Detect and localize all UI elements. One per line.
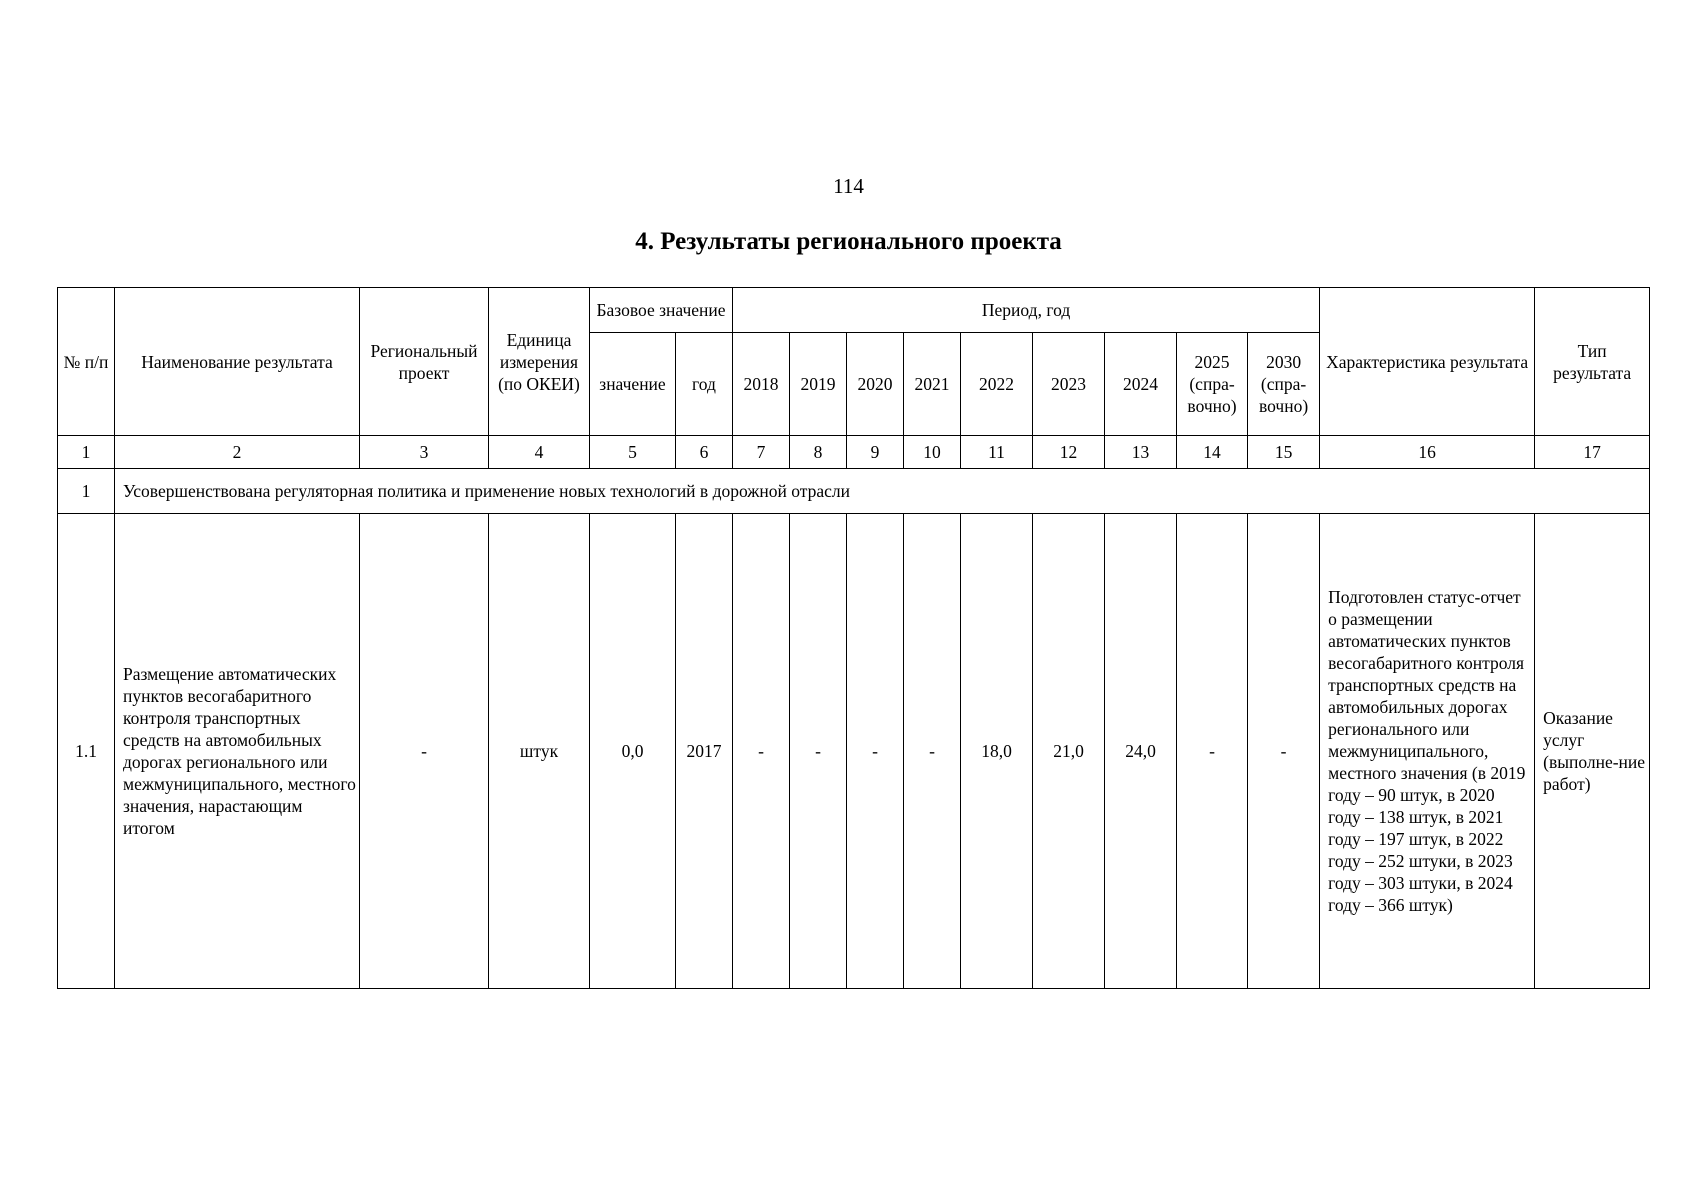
column-number: 1 [58, 436, 115, 469]
header-name: Наименование результата [115, 288, 360, 436]
section-row [58, 469, 1650, 514]
header-year: 2030 (спра-вочно) [1248, 333, 1320, 436]
row-characteristic: Подготовлен статус-отчет о размещении автоматических пунктов весогабаритного контроля транспортных средств на автомобильных дорогах регионального или межмуниципального, местного значения (в 2019 году – 90 штук, в 2020 году – 138 штук, в 2021 году – 197 штук, в 2022 году – 252 штуки, в 2023 году – 303 штуки, в 2024 году – 366 штук) [1320, 514, 1535, 989]
header-num: № п/п [58, 288, 115, 436]
table-row [58, 514, 1650, 989]
header-base-value: Базовое значение [590, 288, 733, 333]
row-base-year: 2017 [676, 514, 733, 989]
column-number: 15 [1248, 436, 1320, 469]
row-num: 1.1 [58, 514, 115, 989]
header-unit: Единица измерения (по ОКЕИ) [489, 288, 590, 436]
row-year-value: - [790, 514, 847, 989]
page-number: 114 [833, 174, 864, 198]
section-num: 1 [58, 469, 115, 514]
row-year-value: - [1177, 514, 1248, 989]
row-year-value: - [847, 514, 904, 989]
column-number: 4 [489, 436, 590, 469]
column-number: 5 [590, 436, 676, 469]
header-regional-project: Региональный проект [360, 288, 489, 436]
page-title: 4. Результаты регионального проекта [635, 228, 1062, 255]
header-year: 2021 [904, 333, 961, 436]
column-number: 12 [1033, 436, 1105, 469]
row-year-value: 21,0 [1033, 514, 1105, 989]
header-year: 2023 [1033, 333, 1105, 436]
row-year-value: 24,0 [1105, 514, 1177, 989]
row-unit: штук [489, 514, 590, 989]
header-year: 2022 [961, 333, 1033, 436]
row-type: Оказание услуг (выполне-ние работ) [1535, 514, 1650, 989]
row-year-value: - [733, 514, 790, 989]
header-year: 2019 [790, 333, 847, 436]
column-number: 6 [676, 436, 733, 469]
header-period: Период, год [733, 288, 1320, 333]
column-number: 16 [1320, 436, 1535, 469]
section-title: Усовершенствована регуляторная политика и применение новых технологий в дорожной отрасли [115, 469, 1650, 514]
header-base-value-year: год [676, 333, 733, 436]
header-row-top [58, 288, 1650, 333]
column-number: 8 [790, 436, 847, 469]
column-number: 7 [733, 436, 790, 469]
header-year: 2018 [733, 333, 790, 436]
header-year: 2024 [1105, 333, 1177, 436]
column-number: 13 [1105, 436, 1177, 469]
row-name: Размещение автоматических пунктов весогабаритного контроля транспортных средств на автомобильных дорогах регионального или межмуниципального, местного значения, нарастающим итогом [115, 514, 360, 989]
column-number: 9 [847, 436, 904, 469]
header-year: 2025 (спра-вочно) [1177, 333, 1248, 436]
column-number: 14 [1177, 436, 1248, 469]
row-year-value: - [904, 514, 961, 989]
column-number: 3 [360, 436, 489, 469]
column-number: 11 [961, 436, 1033, 469]
header-type: Тип результата [1535, 288, 1650, 436]
row-regional-project: - [360, 514, 489, 989]
column-number: 17 [1535, 436, 1650, 469]
column-number: 2 [115, 436, 360, 469]
column-number: 10 [904, 436, 961, 469]
row-year-value: - [1248, 514, 1320, 989]
header-base-value-value: значение [590, 333, 676, 436]
header-characteristic: Характеристика результата [1320, 288, 1535, 436]
header-year: 2020 [847, 333, 904, 436]
row-year-value: 18,0 [961, 514, 1033, 989]
results-table [57, 287, 1650, 989]
row-base-value: 0,0 [590, 514, 676, 989]
column-number-row [58, 436, 1650, 469]
